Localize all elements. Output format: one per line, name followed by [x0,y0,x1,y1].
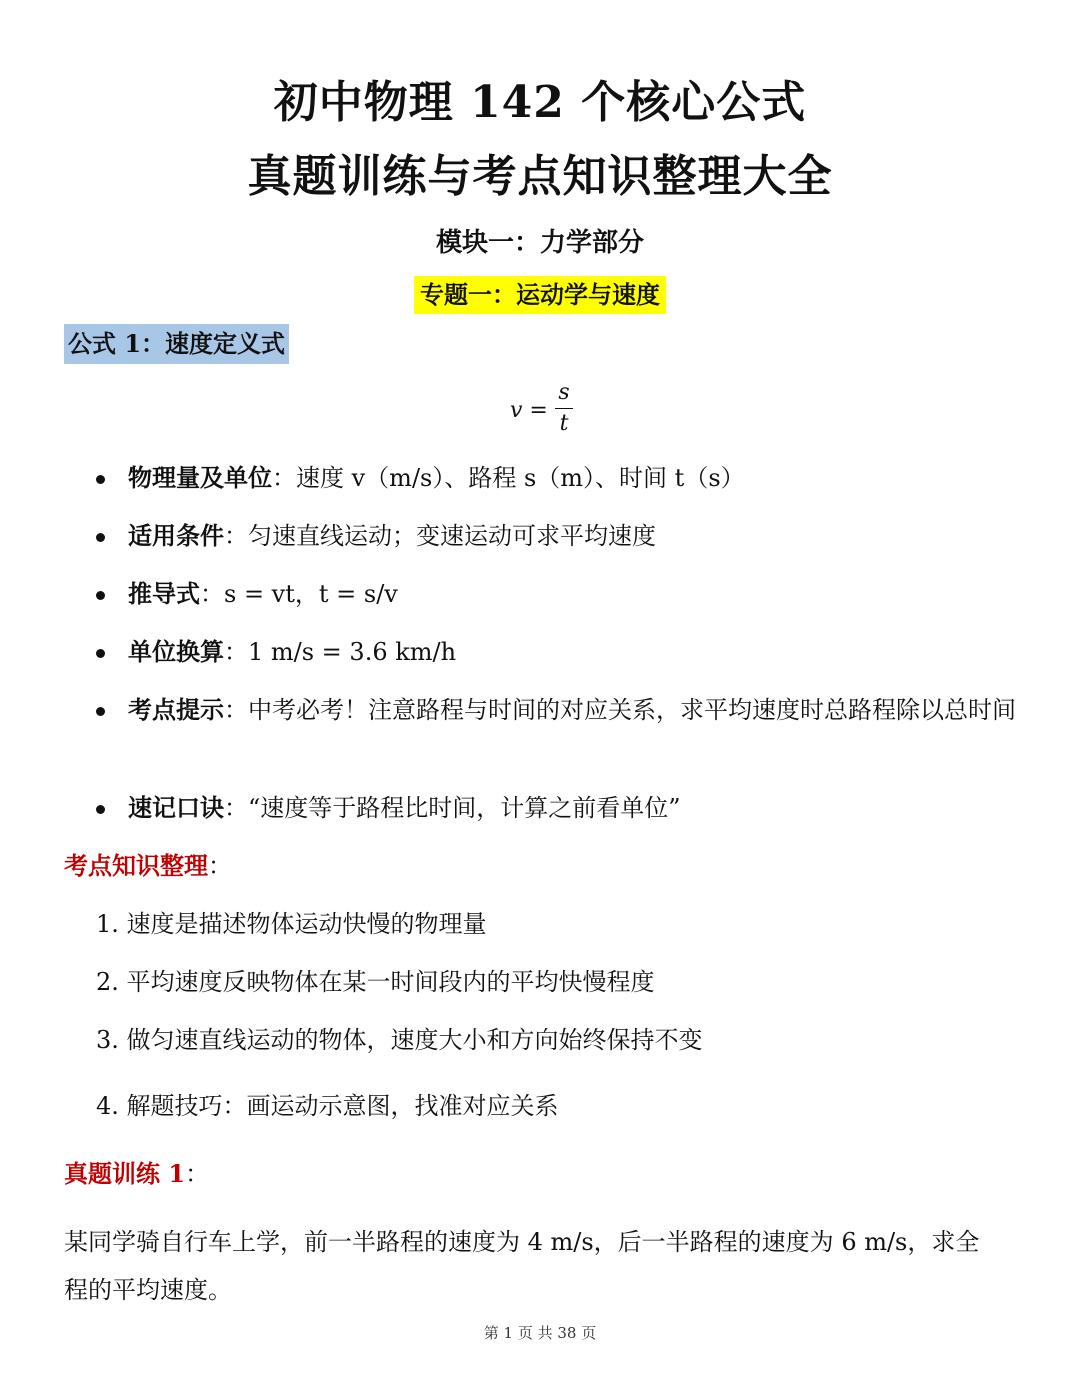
bullet-item [96,458,1016,498]
bullet-dot-icon [96,649,105,658]
exercise-problem-text: 某同学骑自行车上学，前一半路程的速度为 4 m/s，后一半路程的速度为 6 m/s，求全程的平均速度。 [64,1228,980,1304]
bullet-label: 单位换算 [128,637,224,666]
topic-wrapper [0,276,1080,314]
bullet-text: ：s = vt，t = s/v [200,580,398,608]
knowledge-point: 4. 解题技巧：画运动示意图，找准对应关系 [96,1092,559,1120]
bullet-item [96,632,1016,672]
knowledge-point: 2. 平均速度反映物体在某一时间段内的平均快慢程度 [96,968,655,996]
bullet-item [96,690,1016,730]
bullet-item [96,788,1016,828]
knowledge-heading-label: 考点知识整理 [64,851,208,880]
formula-heading: 公式 1：速度定义式 [64,324,289,364]
speed-formula [500,380,580,450]
formula-fraction [555,380,573,437]
bullet-label: 考点提示 [128,695,224,724]
bullet-text: ：1 m/s = 3.6 km/h [224,638,457,666]
fraction-bar [555,408,573,409]
knowledge-point: 1. 速度是描述物体运动快慢的物理量 [96,910,487,938]
bullet-label: 适用条件 [128,521,224,550]
title-line-1: 初中物理 142 个核心公式 [273,77,807,128]
knowledge-point: 3. 做匀速直线运动的物体，速度大小和方向始终保持不变 [96,1026,703,1054]
formula-numerator: s [558,380,570,405]
bullet-text: ：速度 v（m/s）、路程 s（m）、时间 t（s） [272,464,745,492]
bullet-item [96,516,1016,556]
formula-denominator: t [559,411,569,436]
formula-lhs: v = [510,398,548,423]
exercise-heading-suffix: ： [185,1160,210,1188]
bullet-label: 速记口诀 [128,793,224,822]
title-line-2: 真题训练与考点知识整理大全 [247,151,833,202]
bullet-dot-icon [96,707,105,716]
bullet-text: ：“速度等于路程比时间，计算之前看单位” [224,794,681,822]
knowledge-heading-suffix: ： [208,852,232,880]
module-heading: 模块一：力学部分 [435,228,644,258]
page-footer: 第 1 页 共 38 页 [483,1324,597,1342]
exercise-heading-label: 真题训练 1 [64,1159,186,1188]
bullet-dot-icon [96,591,105,600]
knowledge-heading [64,848,232,884]
topic-highlight: 专题一：运动学与速度 [414,276,666,314]
bullet-item [96,574,1016,614]
bullet-dot-icon [96,805,105,814]
exercise-heading [64,1156,209,1192]
bullet-label: 推导式 [128,579,200,608]
bullet-text: ：匀速直线运动；变速运动可求平均速度 [224,522,656,550]
bullet-dot-icon [96,533,105,542]
bullet-dot-icon [96,475,105,484]
bullet-text: ：中考必考！注意路程与时间的对应关系，求平均速度时总路程除以总时间 [224,696,1016,724]
bullet-label: 物理量及单位 [128,463,272,492]
